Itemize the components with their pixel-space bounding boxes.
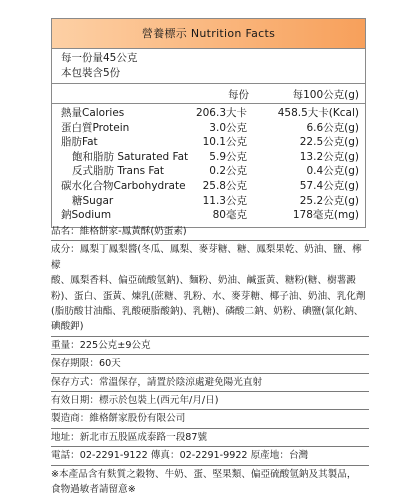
address: 地址：新北市五股區成泰路一段87號: [51, 431, 208, 443]
per-serving-value: 10.1公克: [202, 136, 247, 149]
contact-origin: 電話：02-2291-9122 傳真：02-2291-9922 原產地：台灣: [51, 450, 309, 462]
per-100g-value: 178毫克(mg): [292, 209, 359, 222]
net-weight: 重量：225公克±9公克: [51, 339, 151, 351]
per-100g-value: 57.4公克(g): [299, 179, 359, 192]
per-serving-value: 5.9公克: [209, 150, 247, 163]
serving-size: 每一份量45公克: [61, 52, 138, 64]
per-100g-value: 458.5大卡(Kcal): [277, 107, 359, 119]
ingredients-line: 成分：鳳梨丁鳳梨醬(冬瓜、鳳梨、麥芽糖、糖、鳳梨果乾、奶油、鹽、檸檬: [51, 244, 362, 271]
per-100g-value: 25.2公克(g): [299, 194, 359, 207]
divider: [51, 446, 369, 447]
per-serving-value: 80毫克: [212, 209, 247, 222]
divider: [51, 391, 369, 392]
per-serving-value: 25.8公克: [202, 179, 247, 192]
nutrient-label: 蛋白質Protein: [61, 121, 130, 134]
ingredients-line: 粉)、蛋白、蛋黃、煉乳(蔗糖、乳粉、水、麥芽糖、椰子油、奶油、乳化劑: [51, 290, 366, 302]
per-serving-value: 3.0公克: [209, 121, 247, 134]
manufacturer: 製造商：維格餅家股份有限公司: [51, 413, 186, 425]
ingredients-line: 酸、鳳梨香料、偏亞硫酸氫鈉)、麵粉、奶油、鹹蛋黃、糖粉(糖、樹薯澱: [51, 275, 356, 287]
per-serving-value: 0.2公克: [209, 165, 247, 178]
nutrient-label: 糖Sugar: [72, 194, 114, 207]
nutrient-row: [52, 179, 365, 194]
nutrition-facts-panel: [51, 18, 366, 228]
divider: [51, 373, 369, 374]
nutrient-row: [52, 194, 365, 209]
nutrient-label: 飽和脂肪 Saturated Fat: [72, 150, 189, 163]
nutrient-label: 反式脂肪 Trans Fat: [72, 165, 165, 178]
nutrient-label: 碳水化合物Carbohydrate: [61, 179, 186, 192]
divider: [51, 428, 369, 429]
col-per-serving: 每份: [228, 89, 249, 101]
servings-per-pack: 本包裝含5份: [61, 66, 121, 79]
nutrient-label: 脂肪Fat: [61, 136, 98, 149]
nutrient-row: [52, 135, 365, 150]
nutrient-row: [52, 208, 365, 223]
nutrient-row: [52, 164, 365, 179]
nutrient-row: [52, 106, 365, 121]
per-100g-value: 0.4公克(g): [306, 165, 359, 178]
per-serving-value: 11.3公克: [202, 194, 247, 207]
nutrient-row: [52, 121, 365, 136]
nutrient-label: 熱量Calories: [61, 107, 125, 119]
col-per-100g: 每100公克(g): [292, 89, 359, 101]
ingredients-line: 碘酸鉀): [51, 321, 84, 333]
product-info: [51, 224, 369, 498]
divider: [51, 409, 369, 410]
divider: [51, 336, 369, 337]
nutrient-rows: [52, 104, 365, 227]
nutrient-row: [52, 150, 365, 165]
serving-info: [52, 49, 365, 84]
shelf-life: 保存期限：60天: [51, 358, 121, 370]
expiry-date: 有效日期：標示於包裝上(西元年/月/日): [51, 395, 219, 407]
storage-method: 保存方式：常溫保存，請置於陰涼處避免陽光直射: [51, 376, 263, 388]
nutrition-facts-header: 營養標示 Nutrition Facts: [52, 19, 365, 49]
allergen-warning: ※本產品含有麩質之穀物、牛奶、蛋、堅果類、偏亞硫酸氫鈉及其製品，: [51, 468, 357, 480]
ingredients-line: (脂肪酸甘油酯、乳酸硬脂酸鈉)、乳糖)、磷酸二鈉、奶粉、碘鹽(氯化鈉、: [51, 306, 364, 318]
divider: [51, 240, 369, 241]
divider: [51, 465, 369, 466]
per-100g-value: 6.6公克(g): [306, 121, 359, 134]
allergen-warning: 食物過敏者請留意※: [51, 484, 136, 496]
per-100g-value: 13.2公克(g): [299, 150, 359, 163]
product-name: 品名：維格餅家-鳳黃酥(奶蛋素): [51, 226, 187, 237]
per-100g-value: 22.5公克(g): [299, 136, 359, 149]
column-header: [52, 84, 365, 104]
nutrient-label: 鈉Sodium: [61, 209, 112, 222]
per-serving-value: 206.3大卡: [195, 107, 247, 119]
divider: [51, 354, 369, 355]
